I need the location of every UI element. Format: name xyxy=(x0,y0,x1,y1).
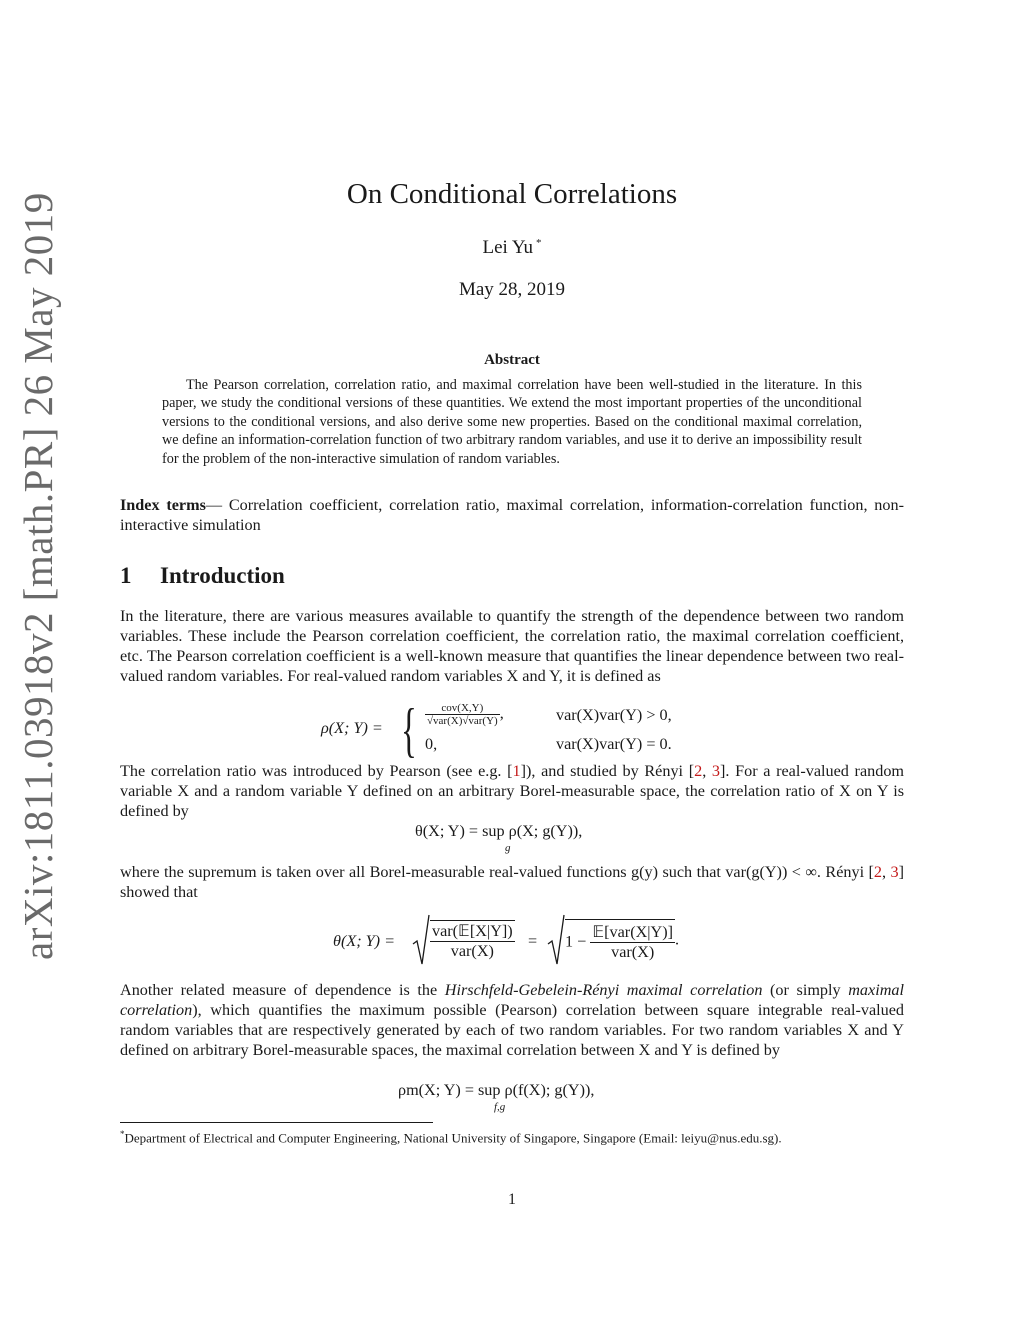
paragraph-1: In the literature, there are various measures available to quantify the strength of the dependence between two random variables. These include the Pearson correlation coefficient, the correlation ratio, the maximal correlation coefficient, etc. The Pearson correlation coefficient is a well-known measure that quantifies the linear dependence between two real-valued random variables. For real-valued random variables X and Y, it is defined as xyxy=(120,607,904,685)
paper-date: May 28, 2019 xyxy=(458,279,566,300)
citation-link[interactable]: 2 xyxy=(694,762,703,780)
paragraph-4: Another related measure of dependence is the Hirschfeld-Gebelein-Rényi maximal correlation (or simply maximal correlation), which quantifies the maximum possible (Pearson) correlation between square integrable real-valued random variables that are respectively generated by each of two random variables. For two random variables X and Y defined on arbitrary Borel-measurable spaces, the maximal correlation between X and Y is defined by xyxy=(120,981,904,1059)
theta-period: . xyxy=(675,930,680,949)
footnote-rule xyxy=(120,1122,433,1123)
rho-lhs: ρ(X; Y) = xyxy=(321,719,383,737)
citation-link[interactable]: 1 xyxy=(512,762,521,780)
section-heading xyxy=(120,563,285,589)
abstract-body: The Pearson correlation, correlation ratio, and maximal correlation have been well-studied in the literature. In this paper, we study the conditional versions of these quantities. We extend the most important properties of the unconditional versions to the conditional versions, and also derive some new properties. Based on the conditional maximal correlation, we define an information-correlation function of two arbitrary random variables, and use it to derive an impossibility result for the problem of the non-interactive simulation of random variables. xyxy=(162,377,862,467)
rho-case2-condition: var(X)var(Y) = 0. xyxy=(556,735,672,753)
citation-link[interactable]: 3 xyxy=(890,863,899,881)
theta-identity-lhs: θ(X; Y) = xyxy=(333,932,396,950)
index-terms xyxy=(120,495,904,535)
footnote xyxy=(120,1126,904,1146)
rho-case1-value xyxy=(425,702,504,727)
rho-case2-value: 0, xyxy=(425,735,438,753)
author-name: Lei Yu xyxy=(482,237,533,258)
rho-case1-condition: var(X)var(Y) > 0, xyxy=(556,706,672,724)
paragraph-2: The correlation ratio was introduced by Pearson (see e.g. [1]), and studied by Rényi [2, 3]. For a real-valued random variable X and a random variable Y defined on an arbitrary Borel-measurable space, the correlation ratio of X on Y is defined by xyxy=(120,762,904,820)
sqrt-icon xyxy=(412,914,430,966)
theta-identity-equals: = xyxy=(528,932,538,950)
theta-den2: var(X) xyxy=(611,942,655,961)
theta-num1: var(𝔼[X|Y]) xyxy=(432,921,513,940)
page-number: 1 xyxy=(508,1191,516,1208)
theta-sup-subscript: g xyxy=(505,842,511,854)
section-number: 1 xyxy=(120,563,132,588)
paper-title: On Conditional Correlations xyxy=(346,178,678,210)
emphasis-text: Hirschfeld-Gebelein-Rényi maximal correlation xyxy=(444,981,763,999)
footnote-marker: * xyxy=(120,1129,125,1139)
theta-definition: θ(X; Y) = sup ρ(X; g(Y)), xyxy=(415,822,583,840)
theta-identity-sqrt1 xyxy=(412,914,515,966)
theta-num2: 𝔼[var(X|Y)] xyxy=(592,922,673,941)
section-title: Introduction xyxy=(160,563,285,588)
rho-m-sup-subscript: f,g xyxy=(494,1101,506,1113)
index-terms-label: Index terms xyxy=(120,496,206,514)
rho-case1-den: √var(X)√var(Y) xyxy=(427,715,498,727)
arxiv-stamp: arXiv:1811.03918v2 [math.PR] 26 May 2019 xyxy=(15,192,61,960)
rho-m-definition: ρm(X; Y) = sup ρ(f(X); g(Y)), xyxy=(398,1081,595,1099)
theta-one-minus: 1 − xyxy=(565,932,587,950)
rho-case1-num: cov(X,Y) xyxy=(425,702,500,715)
citation-link[interactable]: 2 xyxy=(873,863,883,881)
rho-case1-comma: , xyxy=(499,704,504,723)
citation-link[interactable]: 3 xyxy=(711,762,721,780)
emphasis-text: maximal correlation xyxy=(120,981,904,1019)
sqrt-icon xyxy=(547,914,565,966)
index-terms-text: — Correlation coefficient, correlation ratio, maximal correlation, information-correlation function, non-interactive simulation xyxy=(120,496,904,534)
theta-identity-sqrt2 xyxy=(547,914,679,966)
theta-den1: var(X) xyxy=(450,941,494,960)
paragraph-3: where the supremum is taken over all Borel-measurable real-valued functions g(y) such that var(g(Y)) < ∞. Rényi [2, 3] showed that xyxy=(120,863,904,901)
footnote-text: Department of Electrical and Computer Engineering, National University of Singapore, Singapore (Email: leiyu@nus.edu.sg). xyxy=(124,1130,782,1146)
author-line xyxy=(0,237,1024,259)
abstract-heading: Abstract xyxy=(484,352,540,368)
cases-brace: { xyxy=(401,697,417,763)
author-footnote-marker[interactable]: * xyxy=(535,237,542,249)
